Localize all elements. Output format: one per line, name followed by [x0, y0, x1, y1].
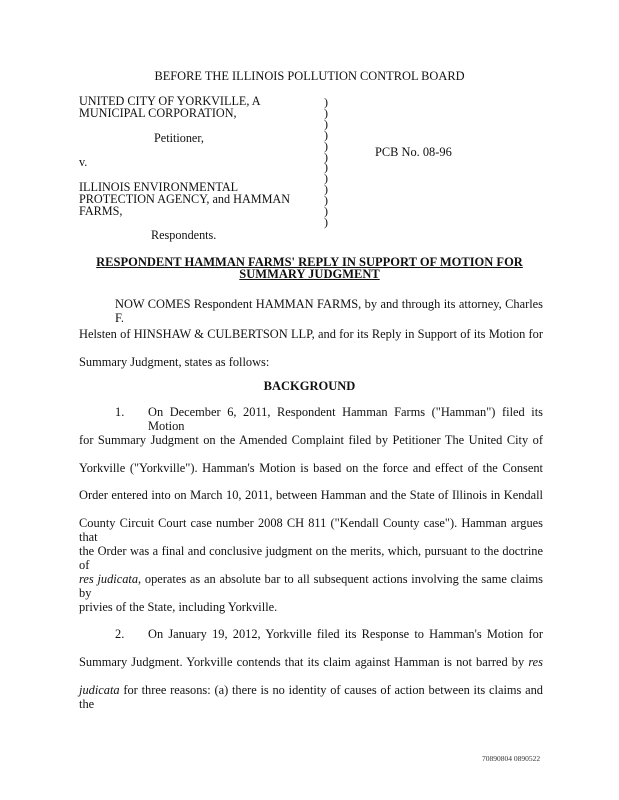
intro-line-3: Summary Judgment, states as follows:: [79, 355, 270, 369]
petitioner-name-line-2: MUNICIPAL CORPORATION,: [79, 106, 237, 120]
paragraph-2-line-2: [79, 655, 543, 669]
paragraph-1-line-3: Yorkville ("Yorkville"). Hamman's Motion is based on the force and effect of the Consent: [79, 461, 543, 475]
paragraph-1-number: 1.: [115, 405, 125, 419]
respondent-role: Respondents.: [151, 228, 217, 242]
intro-line-1: NOW COMES Respondent HAMMAN FARMS, by and through its attorney, Charles F.: [115, 297, 543, 325]
paragraph-1-line-7-rest: , operates as an absolute bar to all subsequent actions involving the same claims by: [79, 572, 543, 600]
versus-label: v.: [79, 155, 88, 169]
res-term: res: [528, 655, 543, 669]
respondent-name-line-3: FARMS,: [79, 204, 123, 218]
paragraph-1-line-5: County Circuit Court case number 2008 CH 811 ("Kendall County case"). Hamman argues that: [79, 516, 543, 544]
paragraph-1-line-2: for Summary Judgment on the Amended Complaint filed by Petitioner The United City of: [79, 433, 543, 447]
paragraph-2-line-2-text: Summary Judgment. Yorkville contends that its claim against Hamman is not barred by: [79, 655, 525, 669]
petitioner-name-line-1: UNITED CITY OF YORKVILLE, A: [79, 94, 261, 108]
section-heading-background: BACKGROUND: [263, 379, 356, 393]
respondent-name-line-2: PROTECTION AGENCY, and HAMMAN: [79, 192, 291, 206]
paragraph-2-line-3: [79, 683, 543, 711]
document-title-line-1: RESPONDENT HAMMAN FARMS' REPLY IN SUPPORT OF MOTION FOR: [96, 255, 523, 269]
document-footer-code: 70890804 0890522: [482, 754, 541, 763]
paragraph-1-line-4: Order entered into on March 10, 2011, between Hamman and the State of Illinois in Kendall: [79, 488, 543, 502]
intro-line-2: Helsten of HINSHAW & CULBERTSON LLP, and for its Reply in Support of its Motion for: [79, 327, 543, 341]
paragraph-1-line-6: the Order was a final and conclusive judgment on the merits, which, pursuant to the doctrine of: [79, 544, 543, 572]
petitioner-role: Petitioner,: [154, 131, 204, 145]
paragraph-2-number: 2.: [115, 627, 125, 641]
paragraph-1-line-7: [79, 572, 543, 600]
paragraph-2-line-3-rest: for three reasons: (a) there is no identity of causes of action between its claims and the: [79, 683, 543, 711]
judicata-term: judicata: [79, 683, 120, 697]
caption-parenthesis-column: ) ) ) ) ) ) ) ) ) ) ) ): [324, 95, 328, 229]
document-title-line-2: SUMMARY JUDGMENT: [239, 267, 380, 281]
respondent-name-line-1: ILLINOIS ENVIRONMENTAL: [79, 180, 239, 194]
board-title: BEFORE THE ILLINOIS POLLUTION CONTROL BOARD: [154, 69, 465, 83]
case-number: PCB No. 08-96: [375, 145, 452, 159]
paragraph-1-line-8: privies of the State, including Yorkville.: [79, 600, 278, 614]
paragraph-1-line-1: On December 6, 2011, Respondent Hamman Farms ("Hamman") filed its Motion: [148, 405, 543, 433]
paragraph-2-line-1: On January 19, 2012, Yorkville filed its Response to Hamman's Motion for: [148, 627, 543, 641]
res-judicata-term: res judicata: [79, 572, 139, 586]
